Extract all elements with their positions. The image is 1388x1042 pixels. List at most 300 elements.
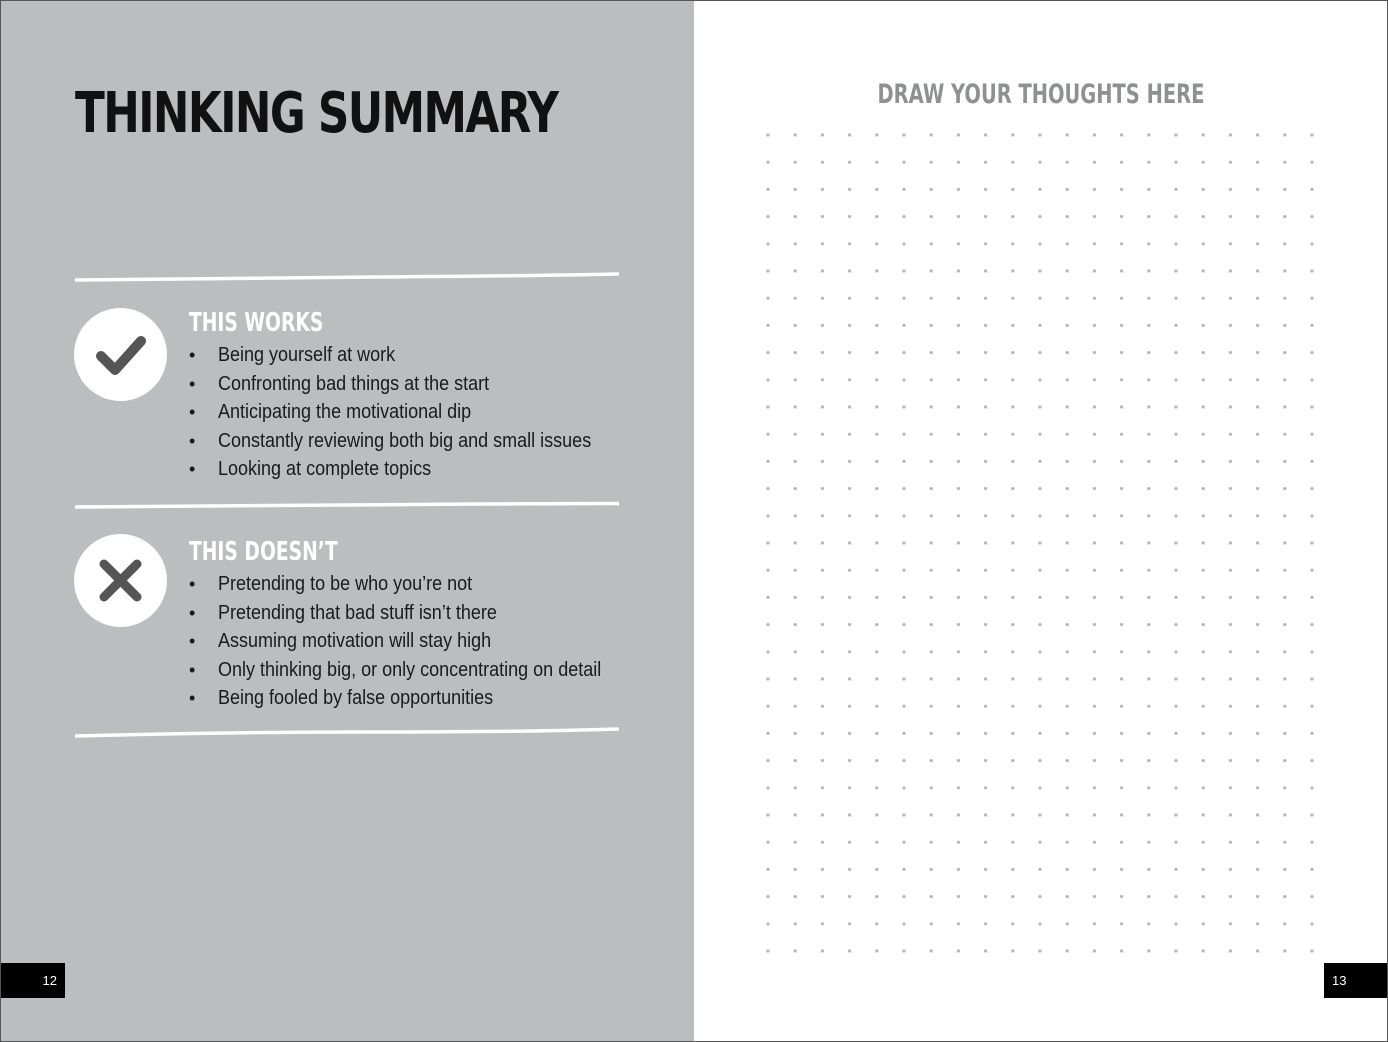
grid-dot — [1038, 514, 1041, 517]
grid-dot — [902, 922, 905, 925]
grid-dot — [821, 569, 824, 572]
grid-dot — [766, 514, 769, 517]
grid-dot — [1202, 433, 1205, 436]
grid-dot — [1229, 541, 1232, 544]
grid-dot — [1011, 378, 1014, 381]
grid-dot — [848, 351, 851, 354]
grid-dot — [902, 269, 905, 272]
grid-dot — [1011, 596, 1014, 599]
grid-dot — [766, 786, 769, 789]
grid-dot — [1174, 269, 1177, 272]
grid-dot — [930, 133, 933, 136]
grid-dot — [1202, 541, 1205, 544]
grid-dot — [1229, 405, 1232, 408]
grid-dot — [902, 759, 905, 762]
check-icon — [74, 308, 167, 401]
grid-dot — [1093, 868, 1096, 871]
grid-dot — [1202, 215, 1205, 218]
grid-dot — [1174, 242, 1177, 245]
grid-dot — [957, 541, 960, 544]
grid-dot — [1147, 705, 1150, 708]
grid-dot — [875, 378, 878, 381]
grid-dot — [1093, 949, 1096, 952]
list-item: • Confronting bad things at the start — [189, 372, 490, 395]
grid-dot — [1093, 813, 1096, 816]
grid-dot — [1202, 922, 1205, 925]
grid-dot — [1174, 922, 1177, 925]
grid-dot — [1310, 269, 1313, 272]
grid-dot — [1310, 868, 1313, 871]
grid-dot — [766, 242, 769, 245]
grid-dot — [1256, 732, 1259, 735]
grid-dot — [1011, 949, 1014, 952]
grid-dot — [1202, 759, 1205, 762]
grid-dot — [902, 215, 905, 218]
grid-dot — [1202, 324, 1205, 327]
grid-dot — [848, 541, 851, 544]
grid-dot — [1256, 541, 1259, 544]
grid-dot — [794, 297, 797, 300]
grid-dot — [1066, 215, 1069, 218]
grid-dot — [1093, 922, 1096, 925]
grid-dot — [1038, 433, 1041, 436]
grid-dot — [1283, 623, 1286, 626]
grid-dot — [1229, 841, 1232, 844]
grid-dot — [957, 705, 960, 708]
this-doesnt-list — [189, 570, 644, 713]
grid-dot — [766, 297, 769, 300]
grid-dot — [794, 813, 797, 816]
grid-dot — [794, 569, 797, 572]
grid-dot — [1011, 650, 1014, 653]
grid-dot — [1011, 541, 1014, 544]
grid-dot — [1283, 895, 1286, 898]
grid-dot — [1093, 705, 1096, 708]
grid-dot — [984, 460, 987, 463]
grid-dot — [930, 732, 933, 735]
grid-dot — [1038, 841, 1041, 844]
grid-dot — [794, 922, 797, 925]
grid-dot — [1256, 786, 1259, 789]
grid-dot — [794, 242, 797, 245]
grid-dot — [848, 378, 851, 381]
grid-dot — [1120, 759, 1123, 762]
grid-dot — [984, 487, 987, 490]
grid-dot — [902, 813, 905, 816]
grid-dot — [1038, 161, 1041, 164]
grid-dot — [1093, 460, 1096, 463]
grid-dot — [984, 215, 987, 218]
grid-dot — [794, 705, 797, 708]
grid-dot — [794, 161, 797, 164]
grid-dot — [1256, 161, 1259, 164]
grid-dot — [984, 188, 987, 191]
grid-dot — [1283, 133, 1286, 136]
grid-dot — [984, 705, 987, 708]
grid-dot — [957, 378, 960, 381]
grid-dot — [1066, 650, 1069, 653]
grid-dot — [848, 922, 851, 925]
grid-dot — [1174, 677, 1177, 680]
grid-dot — [1147, 133, 1150, 136]
grid-dot — [821, 133, 824, 136]
grid-dot — [766, 759, 769, 762]
grid-dot — [1310, 623, 1313, 626]
grid-dot — [1256, 433, 1259, 436]
grid-dot — [1147, 732, 1150, 735]
grid-dot — [1229, 868, 1232, 871]
grid-dot — [875, 324, 878, 327]
grid-dot — [1174, 705, 1177, 708]
grid-dot — [875, 487, 878, 490]
grid-dot — [1310, 569, 1313, 572]
grid-dot — [794, 269, 797, 272]
grid-dot — [1066, 732, 1069, 735]
grid-dot — [930, 269, 933, 272]
grid-dot — [1283, 732, 1286, 735]
grid-dot — [902, 841, 905, 844]
grid-dot — [848, 949, 851, 952]
grid-dot — [957, 623, 960, 626]
grid-dot — [1038, 677, 1041, 680]
grid-dot — [1120, 297, 1123, 300]
grid-dot — [766, 133, 769, 136]
divider-bottom — [75, 726, 619, 731]
list-item: • Looking at complete topics — [189, 458, 432, 481]
grid-dot — [1093, 269, 1096, 272]
grid-dot — [1120, 378, 1123, 381]
grid-dot — [794, 677, 797, 680]
grid-dot — [1256, 487, 1259, 490]
grid-dot — [1066, 541, 1069, 544]
grid-dot — [1147, 324, 1150, 327]
divider-top — [75, 272, 619, 277]
grid-dot — [930, 623, 933, 626]
grid-dot — [1310, 541, 1313, 544]
grid-dot — [1120, 650, 1123, 653]
grid-dot — [875, 732, 878, 735]
grid-dot — [1120, 569, 1123, 572]
grid-dot — [1093, 895, 1096, 898]
grid-dot — [1147, 188, 1150, 191]
grid-dot — [1147, 378, 1150, 381]
grid-dot — [1202, 569, 1205, 572]
grid-dot — [848, 569, 851, 572]
grid-dot — [1066, 514, 1069, 517]
grid-dot — [821, 324, 824, 327]
grid-dot — [1283, 759, 1286, 762]
grid-dot — [1174, 569, 1177, 572]
grid-dot — [821, 732, 824, 735]
grid-dot — [1093, 242, 1096, 245]
grid-dot — [1038, 242, 1041, 245]
grid-dot — [821, 215, 824, 218]
grid-dot — [1093, 297, 1096, 300]
grid-dot — [1256, 596, 1259, 599]
grid-dot — [1120, 596, 1123, 599]
grid-dot — [1174, 759, 1177, 762]
grid-dot — [1202, 242, 1205, 245]
grid-dot — [1256, 297, 1259, 300]
grid-dot — [984, 813, 987, 816]
grid-dot — [848, 433, 851, 436]
grid-dot — [766, 324, 769, 327]
grid-dot — [930, 215, 933, 218]
grid-dot — [1066, 161, 1069, 164]
grid-dot — [1229, 759, 1232, 762]
grid-dot — [1310, 324, 1313, 327]
grid-dot — [902, 732, 905, 735]
grid-dot — [1147, 786, 1150, 789]
grid-dot — [1229, 732, 1232, 735]
grid-dot — [1256, 215, 1259, 218]
grid-dot — [1066, 324, 1069, 327]
grid-dot — [1174, 188, 1177, 191]
grid-dot — [794, 841, 797, 844]
grid-dot — [1229, 922, 1232, 925]
grid-dot — [821, 405, 824, 408]
grid-dot — [1202, 514, 1205, 517]
grid-dot — [821, 161, 824, 164]
grid-dot — [848, 460, 851, 463]
grid-dot — [1093, 133, 1096, 136]
grid-dot — [957, 677, 960, 680]
grid-dot — [1229, 161, 1232, 164]
grid-dot — [875, 623, 878, 626]
grid-dot — [1011, 786, 1014, 789]
grid-dot — [875, 895, 878, 898]
grid-dot — [1174, 813, 1177, 816]
grid-dot — [1011, 895, 1014, 898]
grid-dot — [848, 514, 851, 517]
grid-dot — [1093, 759, 1096, 762]
grid-dot — [1283, 297, 1286, 300]
grid-dot — [1202, 378, 1205, 381]
grid-dot — [1202, 405, 1205, 408]
grid-dot — [1202, 786, 1205, 789]
grid-dot — [821, 759, 824, 762]
grid-dot — [766, 623, 769, 626]
grid-dot — [875, 269, 878, 272]
grid-dot — [984, 677, 987, 680]
grid-dot — [930, 922, 933, 925]
grid-dot — [984, 297, 987, 300]
grid-dot — [875, 759, 878, 762]
this-works-heading: THIS WORKS — [189, 308, 324, 338]
grid-dot — [794, 487, 797, 490]
grid-dot — [821, 433, 824, 436]
grid-dot — [1147, 813, 1150, 816]
grid-dot — [1202, 351, 1205, 354]
grid-dot — [766, 677, 769, 680]
grid-dot — [1093, 650, 1096, 653]
grid-dot — [902, 650, 905, 653]
grid-dot — [875, 541, 878, 544]
grid-dot — [1066, 705, 1069, 708]
grid-dot — [1011, 569, 1014, 572]
grid-dot — [1229, 569, 1232, 572]
grid-dot — [1283, 786, 1286, 789]
grid-dot — [902, 351, 905, 354]
grid-dot — [766, 161, 769, 164]
grid-dot — [848, 242, 851, 245]
grid-dot — [1120, 514, 1123, 517]
grid-dot — [984, 133, 987, 136]
grid-dot — [1202, 949, 1205, 952]
grid-dot — [848, 161, 851, 164]
list-item: • Being fooled by false opportunities — [189, 687, 494, 710]
grid-dot — [1093, 433, 1096, 436]
page-title: THINKING SUMMARY — [75, 81, 558, 146]
grid-dot — [1256, 514, 1259, 517]
grid-dot — [1038, 786, 1041, 789]
grid-dot — [902, 514, 905, 517]
grid-dot — [1011, 705, 1014, 708]
grid-dot — [1066, 133, 1069, 136]
grid-dot — [1066, 922, 1069, 925]
grid-dot — [1310, 351, 1313, 354]
grid-dot — [1202, 650, 1205, 653]
grid-dot — [1202, 623, 1205, 626]
grid-dot — [1310, 215, 1313, 218]
grid-dot — [1202, 188, 1205, 191]
grid-dot — [930, 487, 933, 490]
grid-dot — [766, 922, 769, 925]
grid-dot — [794, 188, 797, 191]
grid-dot — [1011, 405, 1014, 408]
grid-dot — [1093, 215, 1096, 218]
grid-dot — [984, 786, 987, 789]
grid-dot — [1011, 269, 1014, 272]
grid-dot — [1283, 487, 1286, 490]
grid-dot — [794, 868, 797, 871]
grid-dot — [875, 922, 878, 925]
grid-dot — [1120, 623, 1123, 626]
grid-dot — [1256, 841, 1259, 844]
grid-dot — [984, 351, 987, 354]
grid-dot — [794, 759, 797, 762]
grid-dot — [1147, 677, 1150, 680]
grid-dot — [766, 596, 769, 599]
grid-dot — [1283, 161, 1286, 164]
grid-dot — [821, 514, 824, 517]
grid-dot — [1038, 188, 1041, 191]
grid-dot — [1174, 895, 1177, 898]
grid-dot — [1038, 460, 1041, 463]
grid-dot — [1229, 514, 1232, 517]
grid-dot — [1011, 351, 1014, 354]
grid-dot — [1066, 433, 1069, 436]
grid-dot — [821, 677, 824, 680]
grid-dot — [1093, 161, 1096, 164]
grid-dot — [1120, 133, 1123, 136]
grid-dot — [1174, 351, 1177, 354]
grid-dot — [821, 378, 824, 381]
grid-dot — [821, 868, 824, 871]
grid-dot — [1310, 705, 1313, 708]
grid-dot — [766, 650, 769, 653]
grid-dot — [1256, 895, 1259, 898]
grid-dot — [957, 133, 960, 136]
grid-dot — [1229, 813, 1232, 816]
page-number-right: 13 — [1324, 963, 1387, 998]
grid-dot — [902, 895, 905, 898]
grid-dot — [1120, 324, 1123, 327]
grid-dot — [930, 949, 933, 952]
grid-dot — [1202, 596, 1205, 599]
grid-dot — [1011, 677, 1014, 680]
grid-dot — [766, 541, 769, 544]
grid-dot — [902, 297, 905, 300]
grid-dot — [1093, 596, 1096, 599]
grid-dot — [1310, 378, 1313, 381]
grid-dot — [1283, 813, 1286, 816]
grid-dot — [984, 324, 987, 327]
grid-dot — [1229, 351, 1232, 354]
grid-dot — [984, 569, 987, 572]
grid-dot — [1202, 460, 1205, 463]
grid-dot — [794, 133, 797, 136]
grid-dot — [794, 351, 797, 354]
grid-dot — [1120, 541, 1123, 544]
grid-dot — [1147, 922, 1150, 925]
grid-dot — [1066, 378, 1069, 381]
grid-dot — [821, 922, 824, 925]
grid-dot — [930, 541, 933, 544]
grid-dot — [984, 732, 987, 735]
grid-dot — [930, 596, 933, 599]
grid-dot — [848, 841, 851, 844]
grid-dot — [1147, 759, 1150, 762]
grid-dot — [1066, 841, 1069, 844]
grid-dot — [1310, 786, 1313, 789]
grid-dot — [1256, 324, 1259, 327]
grid-dot — [1202, 297, 1205, 300]
grid-dot — [984, 378, 987, 381]
grid-dot — [1066, 569, 1069, 572]
grid-dot — [1147, 242, 1150, 245]
grid-dot — [1283, 841, 1286, 844]
grid-dot — [902, 705, 905, 708]
grid-dot — [957, 949, 960, 952]
grid-dot — [1038, 650, 1041, 653]
grid-dot — [1066, 786, 1069, 789]
grid-dot — [875, 841, 878, 844]
grid-dot — [1310, 161, 1313, 164]
grid-dot — [930, 705, 933, 708]
grid-dot — [984, 242, 987, 245]
grid-dot — [821, 596, 824, 599]
grid-dot — [766, 949, 769, 952]
grid-dot — [766, 269, 769, 272]
grid-dot — [821, 623, 824, 626]
grid-dot — [930, 868, 933, 871]
grid-dot — [1093, 732, 1096, 735]
grid-dot — [1011, 324, 1014, 327]
right-page — [694, 0, 1388, 1042]
grid-dot — [1256, 460, 1259, 463]
grid-dot — [1120, 242, 1123, 245]
grid-dot — [848, 324, 851, 327]
grid-dot — [1147, 161, 1150, 164]
list-item: • Anticipating the motivational dip — [189, 401, 472, 424]
grid-dot — [1283, 949, 1286, 952]
grid-dot — [1120, 487, 1123, 490]
grid-dot — [794, 786, 797, 789]
grid-dot — [1174, 215, 1177, 218]
grid-dot — [1120, 188, 1123, 191]
grid-dot — [1174, 297, 1177, 300]
